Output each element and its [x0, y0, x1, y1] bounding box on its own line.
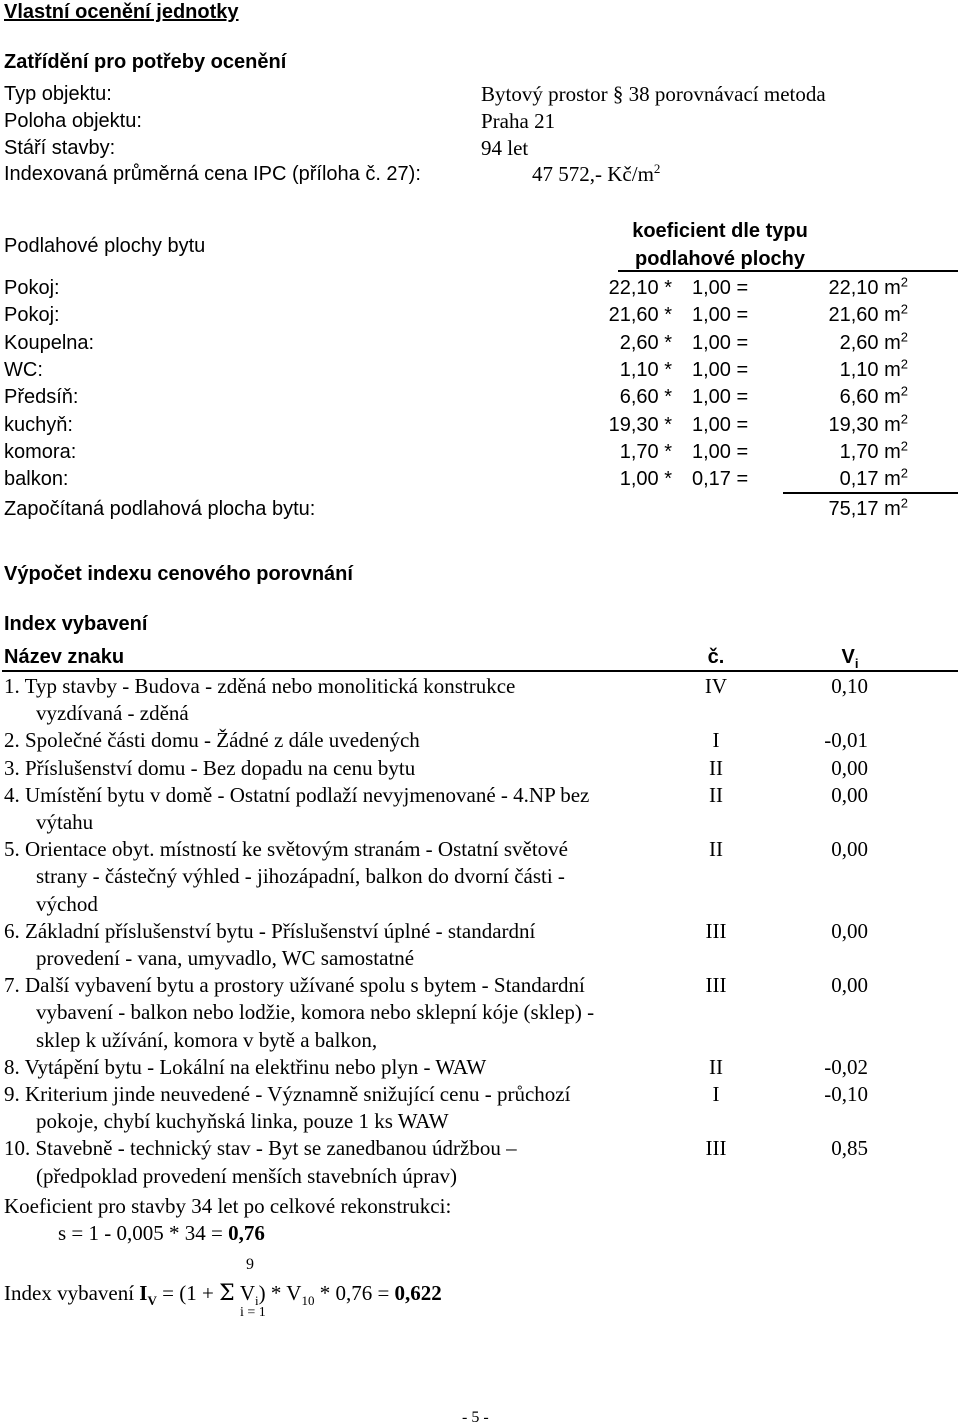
floor-total-label: Započítaná podlahová plocha bytu:	[4, 498, 316, 520]
floor-room-name: Pokoj:	[4, 304, 60, 326]
index-item-value: 0,10	[831, 674, 868, 698]
index-item-text: výtahu	[36, 810, 94, 834]
floor-room-coef: 1,00 =	[692, 441, 749, 463]
unit-exponent: 2	[900, 383, 908, 399]
index-item-text: 3. Příslušenství domu - Bez dopadu na cenu bytu	[4, 756, 416, 780]
index-item-text: strany - částečný výhled - jihozápadní, balkon do dvorní části -	[36, 864, 565, 888]
floor-room-coef: 1,00 =	[692, 304, 749, 326]
index-subheading: Index vybavení	[4, 613, 148, 635]
floor-room-result-text: 2,60 m	[839, 332, 901, 354]
floor-room-area: 6,60 *	[619, 386, 672, 408]
index-item-text: 8. Vytápění bytu - Lokální na elektřinu nebo plyn - WAW	[4, 1055, 487, 1079]
col-header-num: č.	[707, 646, 725, 668]
classification-value-text: 47 572,- Kč/m	[532, 162, 654, 186]
coef-heading-line1: koeficient dle typu	[632, 220, 808, 242]
floor-room-coef: 1,00 =	[692, 414, 749, 436]
index-item-value: -0,01	[824, 728, 868, 752]
classification-heading: Zatřídění pro potřeby ocenění	[4, 51, 287, 73]
classification-value-text: Praha 21	[481, 109, 556, 133]
index-item-text: 4. Umístění bytu v domě - Ostatní podlaží nevyjmenované - 4.NP bez	[4, 783, 590, 807]
index-item-value: 0,85	[831, 1136, 868, 1160]
index-item-value: 0,00	[831, 973, 868, 997]
index-item-num: IV	[704, 674, 728, 698]
classification-value	[481, 138, 528, 159]
floor-room-area: 21,60 *	[608, 304, 672, 326]
index-item-num: II	[709, 756, 723, 780]
page-title: Vlastní ocenění jednotky	[4, 1, 239, 23]
floor-room-result	[700, 274, 908, 299]
floor-room-coef: 1,00 =	[692, 332, 749, 354]
sum-lower-limit: i = 1	[240, 1305, 266, 1320]
index-item-text: provedení - vana, umyvadlo, WC samostatné	[36, 946, 415, 970]
floor-room-result	[700, 301, 908, 326]
page-number: - 5 -	[462, 1409, 489, 1426]
index-item-text: pokoje, chybí kuchyňská linka, pouze 1 ks WAW	[36, 1109, 449, 1133]
index-item-value: 0,00	[831, 756, 868, 780]
index-item-text: 6. Základní příslušenství bytu - Příslušenství úplné - standardní	[4, 919, 536, 943]
index-item-text: vyzdívaná - zděná	[36, 701, 189, 725]
index-item-value: 0,00	[831, 783, 868, 807]
index-item-text: východ	[36, 892, 98, 916]
floor-total-value: 75,17 $m^2$	[828, 495, 908, 520]
classification-label: Stáří stavby:	[4, 137, 116, 159]
floor-room-area: 1,00 *	[619, 468, 672, 490]
index-item-text: sklep k užívání, komora v bytě a balkon,	[36, 1028, 378, 1052]
classification-value	[481, 111, 555, 132]
index-item-text: 2. Společné části domu - Žádné z dále uvedených	[4, 728, 420, 752]
index-item-text: 7. Další vybavení bytu a prostory užívané spolu s bytem - Standardní	[4, 973, 585, 997]
index-item-value: -0,02	[824, 1055, 868, 1079]
floor-room-name: balkon:	[4, 468, 69, 490]
coef-label: Koeficient pro stavby 34 let po celkové rekonstrukci:	[4, 1194, 452, 1218]
classification-label: Poloha objektu:	[4, 110, 142, 132]
unit-exponent: 2	[900, 465, 908, 481]
classification-value-text: Bytový prostor § 38 porovnávací metoda	[481, 82, 826, 106]
floor-room-result	[700, 411, 908, 436]
index-item-num: III	[705, 1136, 727, 1160]
floor-room-result-text: 6,60 m	[839, 386, 901, 408]
floor-room-result-text: 0,17 m	[839, 468, 901, 490]
index-item-text: 9. Kriterium jinde neuvedené - Významně snižující cenu - průchozí	[4, 1082, 571, 1106]
unit-exponent: 2	[900, 274, 908, 290]
unit-exponent: 2	[900, 438, 908, 454]
unit-exponent: 2	[900, 329, 908, 345]
coef-heading-line2: podlahové plochy	[634, 248, 806, 270]
classification-label: Indexovaná průměrná cena IPC (příloha č. 27):	[4, 163, 421, 185]
unit-exponent: 2	[653, 161, 661, 176]
col-header-v: $V_i$	[841, 646, 859, 671]
floor-room-name: Předsíň:	[4, 386, 79, 408]
index-item-num: III	[705, 973, 727, 997]
classification-label: Typ objektu:	[4, 83, 112, 105]
floor-room-result	[700, 465, 908, 490]
index-formula: Index vybavení $I_V = (1 + \Sigma$ $V_i) * V_{10} * 0,76 = 0,622$	[4, 1281, 442, 1309]
index-item-text: 1. Typ stavby - Budova - zděná nebo monolitická konstrukce	[4, 674, 516, 698]
sum-upper-limit: 9	[246, 1256, 254, 1273]
classification-value	[532, 161, 661, 186]
index-item-text: 10. Stavebně - technický stav - Byt se zanedbanou údržbou –	[4, 1136, 517, 1160]
floor-room-name: komora:	[4, 441, 77, 463]
index-item-value: 0,00	[831, 919, 868, 943]
floor-header-rule	[618, 270, 958, 272]
index-item-text: (předpoklad provedení menších stavebních úprav)	[36, 1164, 458, 1188]
floor-sum-rule	[783, 492, 958, 494]
floor-room-area: 2,60 *	[619, 332, 672, 354]
floor-room-result	[700, 329, 908, 354]
floor-room-coef: 1,00 =	[692, 386, 749, 408]
floor-heading: Podlahové plochy bytu	[4, 235, 206, 257]
floor-room-area: 22,10 *	[608, 277, 672, 299]
coef-formula: s = 1 - 0,005 * 34 = 0,76	[58, 1221, 265, 1245]
floor-room-coef: 0,17 =	[692, 468, 749, 490]
floor-room-result-text: 1,10 m	[839, 359, 901, 381]
unit-exponent: 2	[900, 301, 908, 317]
floor-room-name: kuchyň:	[4, 414, 73, 436]
floor-room-result-text: 22,10 m	[828, 277, 901, 299]
floor-room-result	[700, 438, 908, 463]
index-item-value: 0,00	[831, 837, 868, 861]
index-item-text: vybavení - balkon nebo lodžie, komora nebo sklepní kóje (sklep) -	[36, 1000, 595, 1024]
floor-room-name: WC:	[4, 359, 43, 381]
unit-exponent: 2	[900, 356, 908, 372]
floor-room-coef: 1,00 =	[692, 359, 749, 381]
index-item-num: III	[705, 919, 727, 943]
index-header-rule	[2, 670, 958, 672]
index-item-num: II	[709, 1055, 723, 1079]
col-header-name: Název znaku	[4, 646, 125, 668]
classification-value-text: 94 let	[481, 136, 529, 160]
index-item-num: I	[712, 728, 720, 752]
index-item-text: 5. Orientace obyt. místností ke světovým stranám - Ostatní světové	[4, 837, 568, 861]
index-item-num: II	[709, 783, 723, 807]
floor-room-name: Pokoj:	[4, 277, 60, 299]
floor-room-name: Koupelna:	[4, 332, 95, 354]
floor-room-area: 1,70 *	[619, 441, 672, 463]
floor-room-result	[700, 383, 908, 408]
index-item-value: -0,10	[824, 1082, 868, 1106]
classification-value	[481, 84, 826, 105]
floor-room-result	[700, 356, 908, 381]
floor-room-area: 19,30 *	[608, 414, 672, 436]
floor-room-result-text: 21,60 m	[828, 304, 901, 326]
floor-room-area: 1,10 *	[619, 359, 672, 381]
floor-room-coef: 1,00 =	[692, 277, 749, 299]
index-item-num: I	[712, 1082, 720, 1106]
index-item-num: II	[709, 837, 723, 861]
index-heading: Výpočet indexu cenového porovnání	[4, 563, 353, 585]
floor-room-result-text: 1,70 m	[839, 441, 901, 463]
unit-exponent: 2	[900, 411, 908, 427]
floor-room-result-text: 19,30 m	[828, 414, 901, 436]
